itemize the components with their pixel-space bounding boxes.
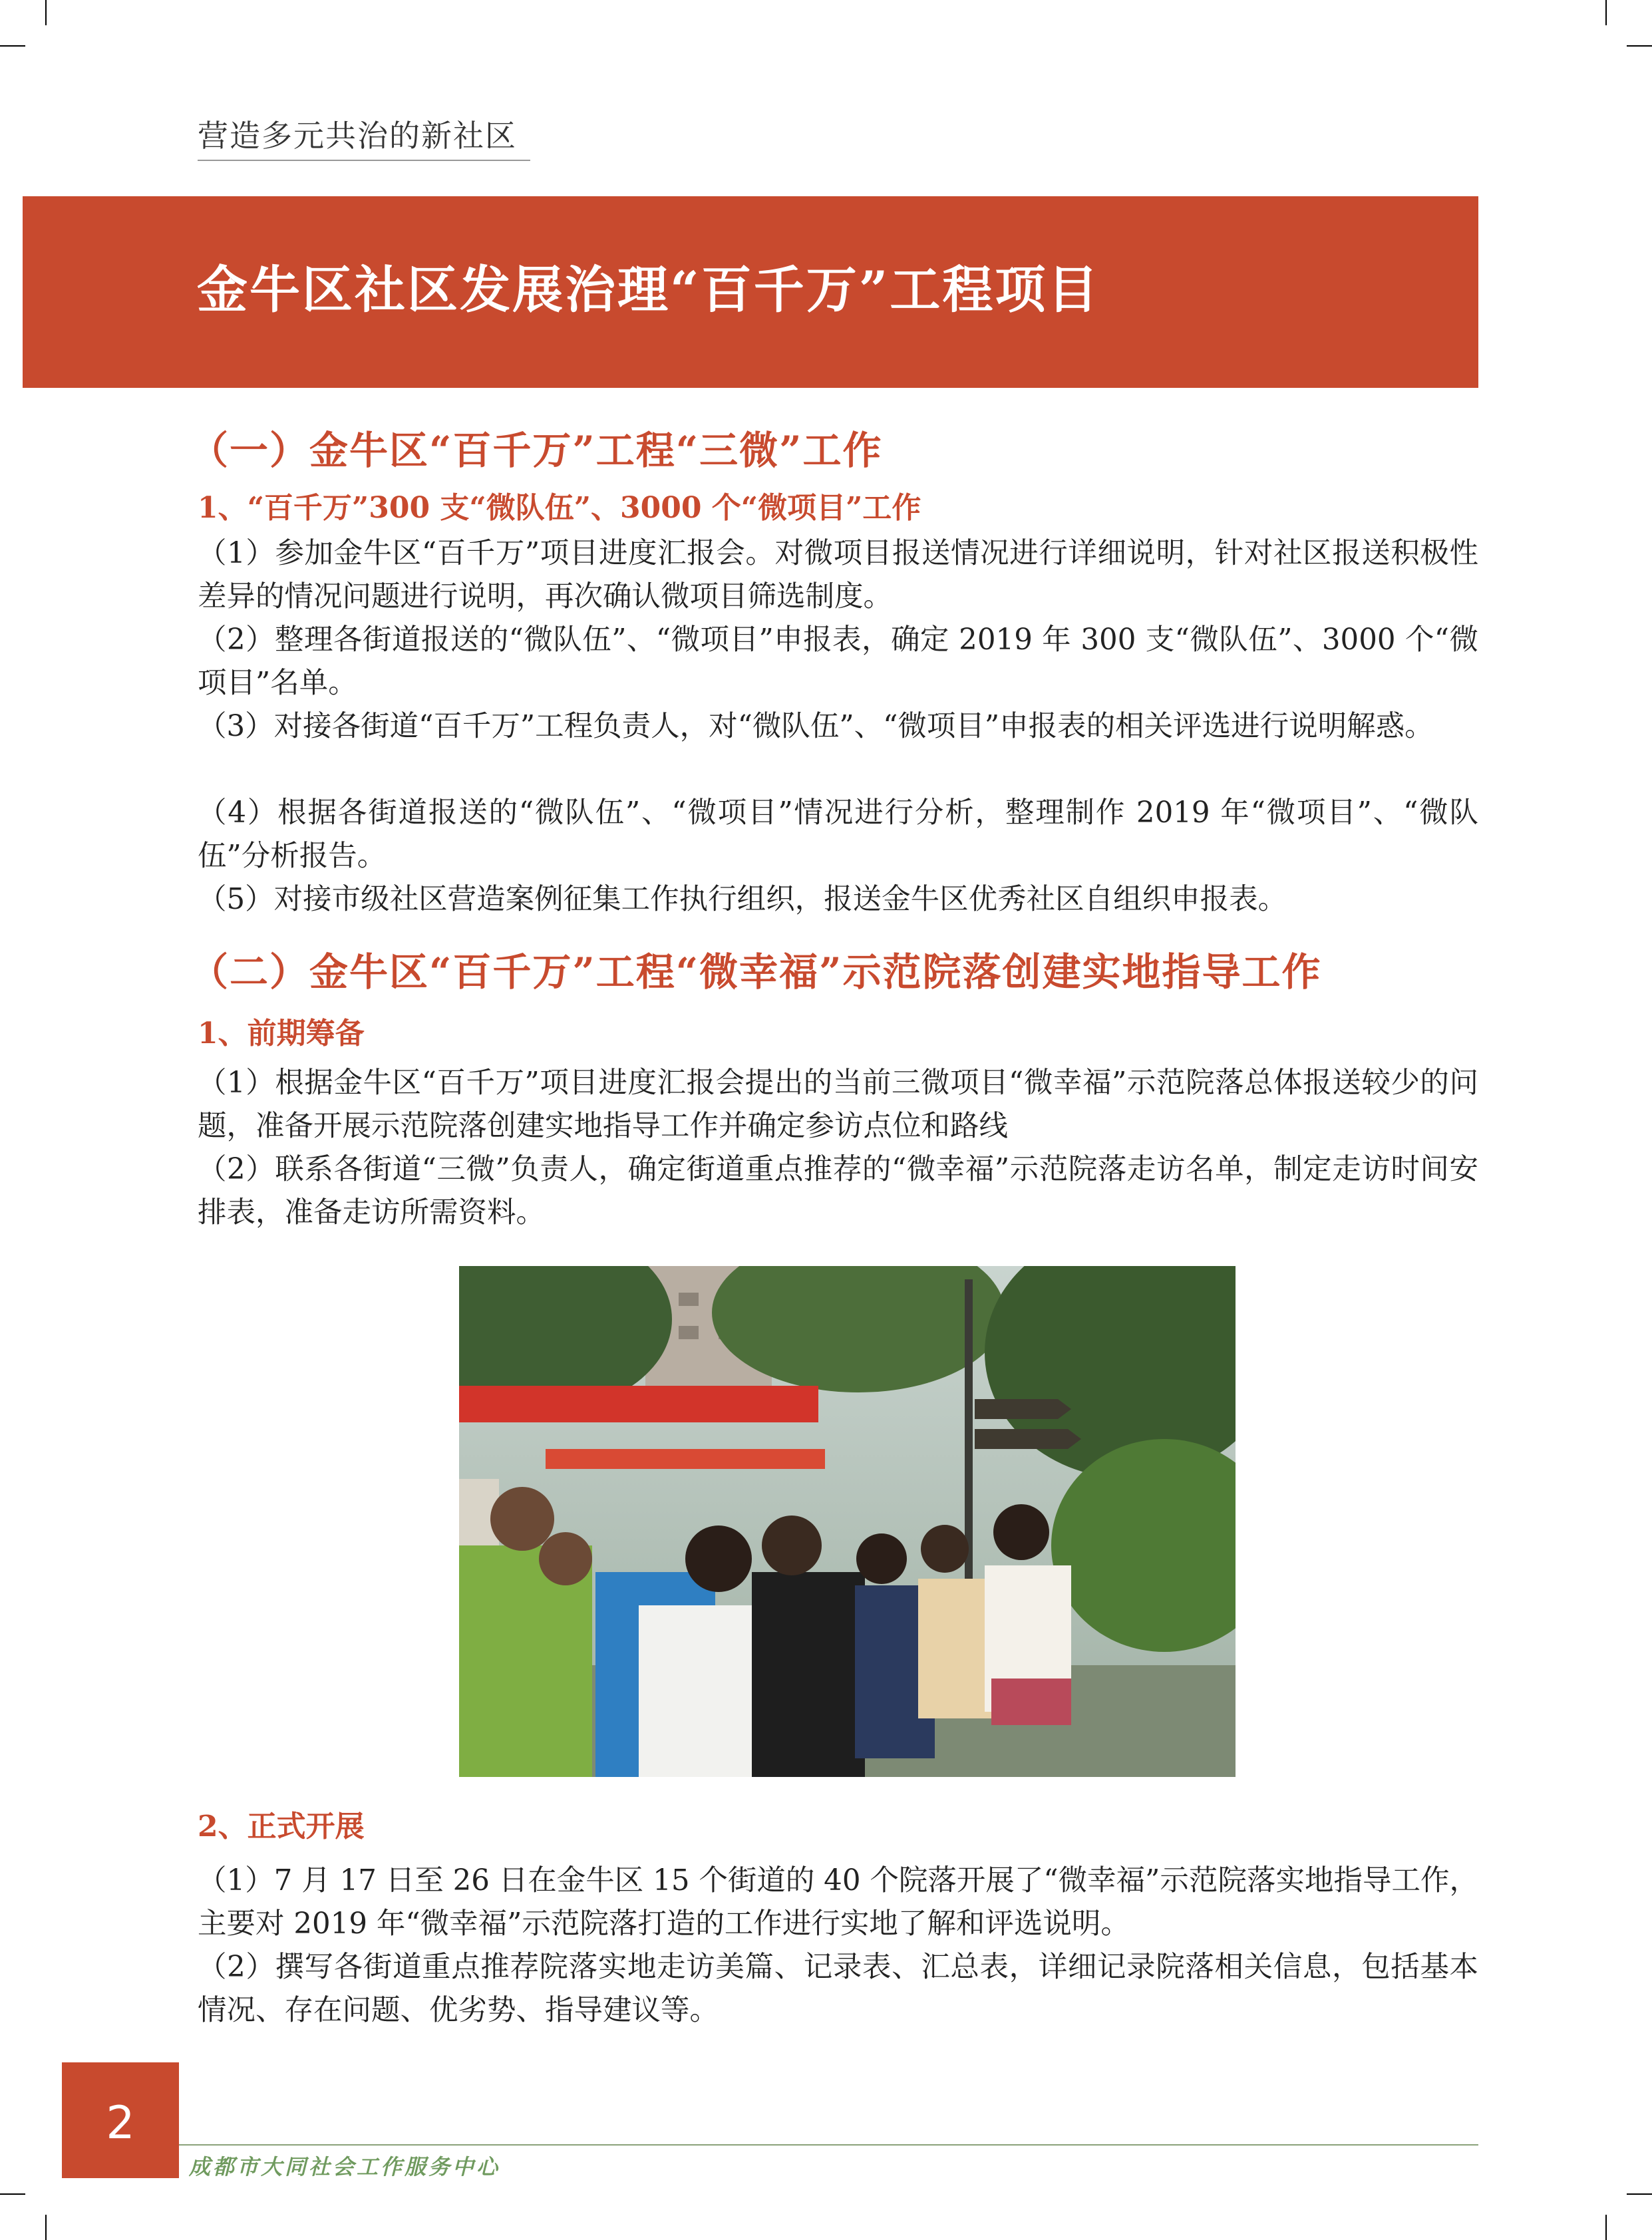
section-2-paragraph-3: （1）7 月 17 日至 26 日在金牛区 15 个街道的 40 个院落开展了“微幸福”示范院落实地指导工作，主要对 2019 年“微幸福”示范院落打造的工作进行实地了解和评选说明。 [198, 1864, 1478, 1941]
section-1-subheading: 1、“百千万”300 支“微队伍”、3000 个“微项目”工作 [198, 491, 921, 525]
section-1-heading: （一）金牛区“百千万”工程“三微”工作 [190, 428, 883, 473]
section-1-paragraph-5: （5）对接市级社区营造案例征集工作执行组织，报送金牛区优秀社区自组织申报表。 [198, 883, 1287, 916]
section-2-subheading-1: 1、前期筹备 [198, 1017, 365, 1050]
footer-rule [179, 2144, 1478, 2146]
section-2-heading: （二）金牛区“百千万”工程“微幸福”示范院落创建实地指导工作 [190, 949, 1322, 995]
crop-mark [1605, 2215, 1607, 2240]
footer-organization: 成都市大同社会工作服务中心 [189, 2154, 501, 2179]
running-head-rule [198, 160, 530, 161]
section-1-paragraph-2: （2）整理各街道报送的“微队伍”、“微项目”申报表，确定 2019 年 300 支“微队伍”、3000 个“微项目”名单。 [198, 623, 1478, 700]
title-banner [23, 196, 1478, 388]
page-number-box [62, 2062, 179, 2178]
section-2-paragraph-2: （2）联系各街道“三微”负责人，确定街道重点推荐的“微幸福”示范院落走访名单，制定走访时间安排表，准备走访所需资料。 [198, 1153, 1478, 1229]
page-number: 2 [106, 2097, 135, 2150]
crop-mark [1605, 0, 1607, 25]
crop-mark [45, 2215, 47, 2240]
section-1-paragraph-3: （3）对接各街道“百千万”工程负责人，对“微队伍”、“微项目”申报表的相关评选进行说明解惑。 [198, 710, 1434, 743]
crop-mark [0, 45, 25, 47]
section-2-paragraph-1: （1）根据金牛区“百千万”项目进度汇报会提出的当前三微项目“微幸福”示范院落总体报送较少的问题，准备开展示范院落创建实地指导工作并确定参访点位和路线 [198, 1066, 1478, 1143]
running-head: 营造多元共治的新社区 [198, 118, 517, 154]
page-title: 金牛区社区发展治理“百千万”工程项目 [197, 260, 1100, 319]
section-2-paragraph-4: （2）撰写各街道重点推荐院落实地走访美篇、记录表、汇总表，详细记录院落相关信息，包括基本情况、存在问题、优劣势、指导建议等。 [198, 1951, 1478, 2027]
section-2-subheading-2: 2、正式开展 [198, 1810, 365, 1843]
crop-mark [0, 2193, 25, 2195]
crop-mark [45, 0, 47, 25]
crop-mark [1627, 2193, 1652, 2195]
field-visit-photo [459, 1266, 1236, 1777]
section-1-paragraph-4: （4）根据各街道报送的“微队伍”、“微项目”情况进行分析，整理制作 2019 年“微项目”、“微队伍”分析报告。 [198, 796, 1478, 873]
field-visit-photo-drawing [459, 1266, 1236, 1777]
crop-mark [1627, 45, 1652, 47]
section-1-paragraph-1: （1）参加金牛区“百千万”项目进度汇报会。对微项目报送情况进行详细说明，针对社区报送积极性差异的情况问题进行说明，再次确认微项目筛选制度。 [198, 537, 1478, 613]
